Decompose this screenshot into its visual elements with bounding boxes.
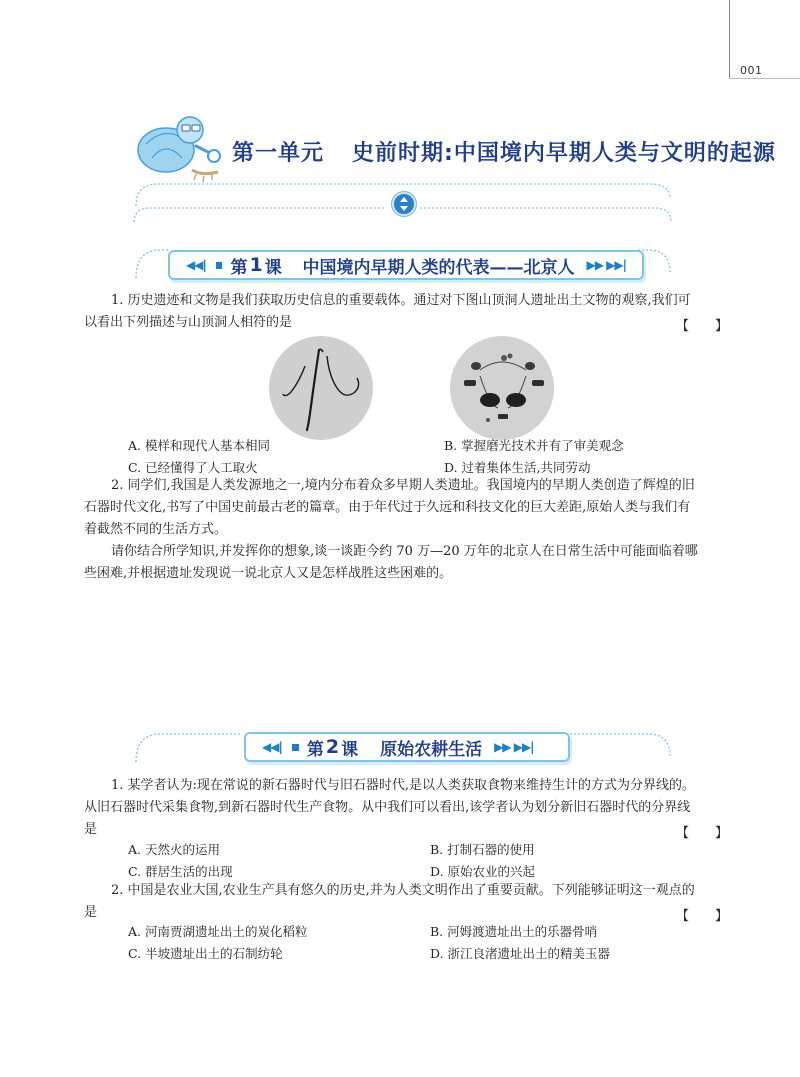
lesson2-number: 2 <box>325 736 340 758</box>
l2-q1-answer-bracket[interactable]: 【 】 <box>676 826 729 841</box>
l2-q1-line1: 1. 某学者认为:现在常说的新石器时代与旧石器时代,是以人类获取食物来维持生计的方式为分界线的。 <box>111 778 696 793</box>
lesson1-number: 1 <box>249 254 263 276</box>
l1-q2-line3: 着截然不同的生活方式。 <box>84 522 228 537</box>
l1-q1-line1: 1. 历史遗迹和文物是我们获取历史信息的重要载体。通过对下图山顶洞人遗址出土文物的观察,我们可 <box>111 293 691 308</box>
l1-q2-line2: 石器时代文化,书写了中国史前最古老的篇章。由于年代过于久远和科技文化的巨大差距,原始人类与我们有 <box>84 500 691 515</box>
l2-q2-line1: 2. 中国是农业大国,农业生产具有悠久的历史,并为人类文明作出了重要贡献。下列能够证明这一观点的 <box>111 883 695 898</box>
margin-rule-horizontal <box>729 78 800 79</box>
lesson1-label-prefix: 第 <box>230 257 248 278</box>
l2-q1-option-d[interactable]: D. 原始农业的兴起 <box>430 864 536 879</box>
unit-title <box>232 136 776 167</box>
turtle-mascot-icon <box>132 110 232 185</box>
lesson2-label-suffix: 课 <box>341 739 359 760</box>
l2-q2-line2: 是 <box>84 905 98 920</box>
l2-q1-line3: 是 <box>84 822 98 837</box>
l2-q2-answer-bracket[interactable]: 【 】 <box>676 909 729 924</box>
l1-q2-line5: 些困难,并根据遗址发现说一说北京人又是怎样战胜这些困难的。 <box>84 566 453 581</box>
fast-forward-icon: ▶▶ ▶▶| <box>494 740 534 754</box>
lesson2-title: 原始农耕生活 <box>380 739 483 760</box>
l1-q1-answer-bracket[interactable]: 【 】 <box>676 319 729 334</box>
l2-q1-line2: 从旧石器时代采集食物,到新石器时代生产食物。从中我们可以看出,该学者认为划分新旧石器时代的分界线 <box>84 800 691 815</box>
l1-q2-line4: 请你结合所学知识,并发挥你的想象,谈一谈距今约 70 万—20 万年的北京人在日常生活中可能面临着哪 <box>111 544 698 559</box>
l2-q2-option-c[interactable]: C. 半坡遗址出土的石制纺轮 <box>128 946 283 961</box>
unit-label: 第一单元 <box>232 141 325 166</box>
l1-q1-option-c[interactable]: C. 已经懂得了人工取火 <box>128 460 258 475</box>
l2-q1-option-a[interactable]: A. 天然火的运用 <box>128 842 220 857</box>
l2-q2-option-b[interactable]: B. 河姆渡遗址出土的乐器骨哨 <box>430 924 598 939</box>
page-number: 001 <box>740 64 763 77</box>
rewind-icon: ◀◀| <box>262 740 282 754</box>
lesson1-title: 中国境内早期人类的代表——北京人 <box>302 257 575 278</box>
l1-q1-line2: 以看出下列描述与山顶洞人相符的是 <box>84 315 293 330</box>
fast-forward-icon: ▶▶ ▶▶| <box>586 258 626 272</box>
rewind-icon: ◀◀| <box>186 258 206 272</box>
l2-q2-option-a[interactable]: A. 河南贾湖遗址出土的炭化稻粒 <box>128 924 308 939</box>
ornament-necklace-image <box>450 336 554 440</box>
square-bullet-icon <box>292 744 299 751</box>
updown-arrow-icon <box>392 192 416 216</box>
l1-q1-option-a[interactable]: A. 模样和现代人基本相同 <box>128 438 270 453</box>
bone-needle-image <box>269 336 373 440</box>
l1-q1-option-d[interactable]: D. 过着集体生活,共同劳动 <box>444 460 591 475</box>
lesson1-label-suffix: 课 <box>264 257 282 278</box>
l1-q1-option-b[interactable]: B. 掌握磨光技术并有了审美观念 <box>444 438 624 453</box>
margin-rule-vertical <box>729 0 730 78</box>
l1-q2-line1: 2. 同学们,我国是人类发源地之一,境内分布着众多早期人类遗址。我国境内的早期人类创造了辉煌的旧 <box>111 478 695 493</box>
l2-q1-option-c[interactable]: C. 群居生活的出现 <box>128 864 233 879</box>
lesson2-banner <box>244 732 570 762</box>
lesson1-banner <box>168 250 644 280</box>
unit-heading: 史前时期:中国境内早期人类与文明的起源 <box>352 141 776 166</box>
l2-q2-option-d[interactable]: D. 浙江良渚遗址出土的精美玉器 <box>430 946 611 961</box>
lesson2-label-prefix: 第 <box>306 739 324 760</box>
l2-q1-option-b[interactable]: B. 打制石器的使用 <box>430 842 535 857</box>
square-bullet-icon <box>216 262 223 269</box>
